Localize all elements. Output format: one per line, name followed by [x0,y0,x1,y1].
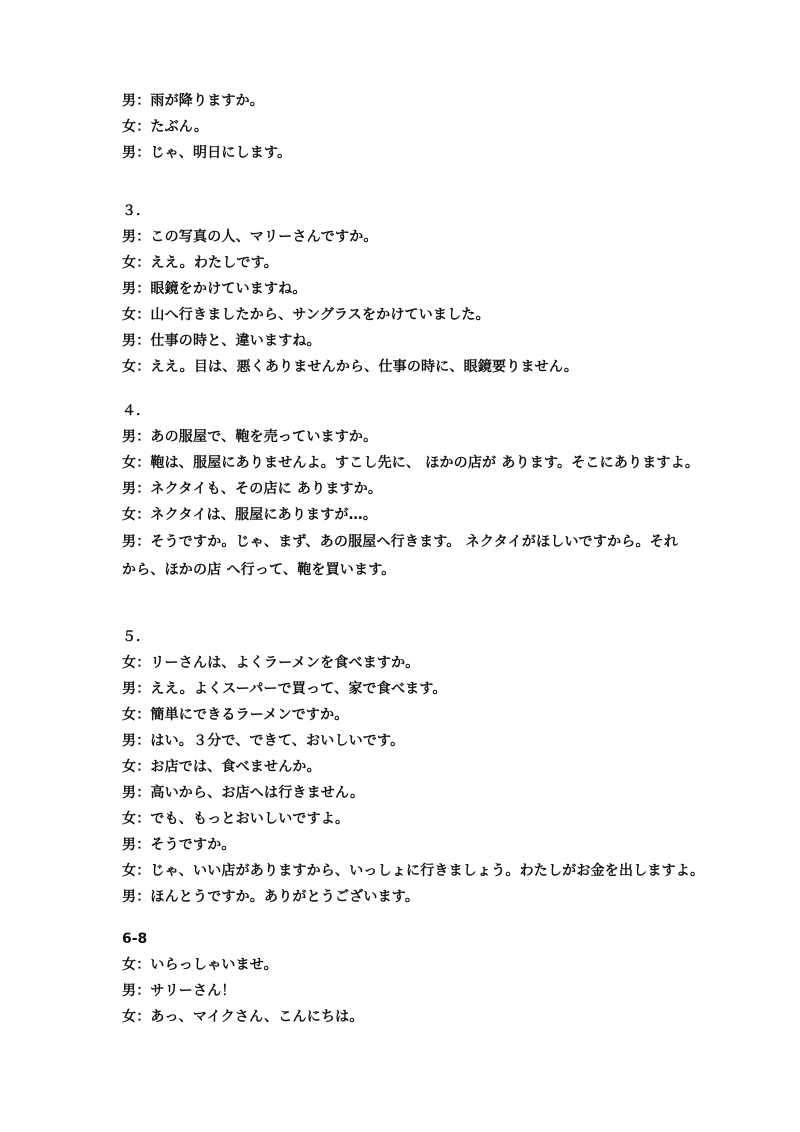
dialogue-section-4 [122,398,722,584]
section-heading: ３． [122,203,150,219]
dialogue-line: 女：たぶん。 [122,119,209,135]
dialogue-line: 男：サリーさん！ [122,983,236,999]
dialogue-section-6-8 [122,926,722,1030]
dialogue-line: 男：眼鏡をかけていますね。 [122,281,307,297]
dialogue-line: 男：ほんとうですか。ありがとうございます。 [122,889,420,905]
dialogue-section-5 [122,624,722,910]
dialogue-line: 男：ネクタイも、その店に ありますか。 [122,481,383,497]
dialogue-section-3 [122,198,722,380]
section-heading: 6-8 [122,931,148,947]
dialogue-line: 女：お店では、食べませんか。 [122,759,321,775]
dialogue-line: 女：あっ、マイクさん、こんにちは。 [122,1009,364,1025]
dialogue-line: 女：じゃ、いい店がありますから、いっしょに行きましょう。わたしがお金を出しますよ。 [122,863,705,879]
dialogue-line: 男：じゃ、明日にします。 [122,145,292,161]
dialogue-line: 男：仕事の時と、違いますね。 [122,333,321,349]
dialogue-line: 女：鞄は、服屋にありませんよ。すこし先に、 ほかの店が あります。そこにありますよ。 [122,455,700,471]
dialogue-line: 女：簡単にできるラーメンですか。 [122,707,349,723]
dialogue-line: 女：ええ。目は、悪くありませんから、仕事の時に、眼鏡要りません。 [122,359,579,375]
dialogue-line: 女：でも、もっとおいしいですよ。 [122,811,350,827]
dialogue-line: 男：はい。３分で、できて、おいしいです。 [122,733,405,749]
dialogue-line: 男：そうですか。じゃ、まず、あの服屋へ行きます。 ネクタイがほしいですから。それから、ほかの店 へ行って、鞄を買います。 [122,534,679,578]
dialogue-line: 女：山へ行きましたから、サングラスをかけていました。 [122,307,490,323]
dialogue-line: 女：いらっしゃいませ。 [122,957,278,973]
dialogue-line: 女：ネクタイは、服屋にありますが…。 [122,507,378,523]
dialogue-line: 女：ええ。わたしです。 [122,255,278,271]
dialogue-line: 男：この写真の人、マリーさんですか。 [122,229,378,245]
dialogue-line: 女：リーさんは、よくラーメンを食べますか。 [122,655,420,671]
section-heading: ５． [122,629,150,645]
dialogue-section-top [122,88,722,166]
dialogue-line: 男：ええ。よくスーパーで買って、家で食べます。 [122,681,447,697]
dialogue-line: 男：そうですか。 [122,837,236,853]
section-heading: ４． [122,403,150,419]
dialogue-line: 男：あの服屋で、鞄を売っていますか。 [122,429,378,445]
dialogue-line: 男：雨が降りますか。 [122,93,264,109]
dialogue-line: 男：高いから、お店へは行きません。 [122,785,365,801]
